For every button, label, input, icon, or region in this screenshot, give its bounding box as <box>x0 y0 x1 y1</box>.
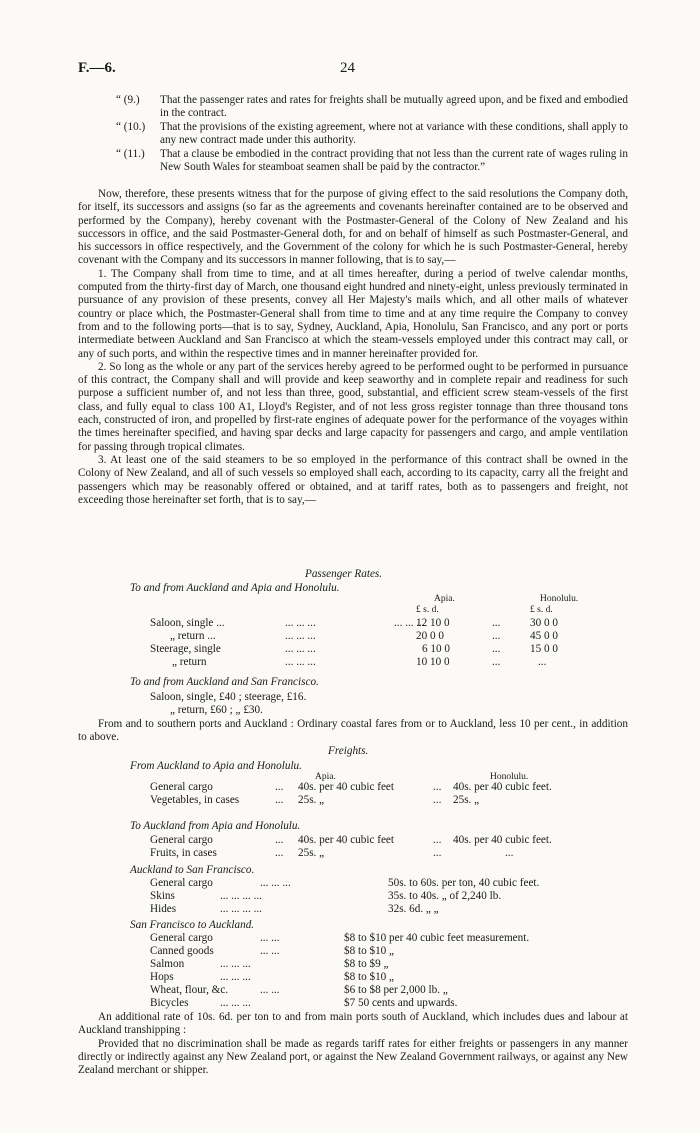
paragraph-2: 2. So long as the whole or any part of the services hereby agreed to be performed ought to be performed in pursuance of this contract, the Company shall and will provide and keep seaworthy and in complete repair and readiness for such purpose a sufficient number of, and not less than three, good, substantial, and efficient screw steam-vessels of the first class, and fully equal to class 100 A1, Lloyd's Register, and of not less gross register tonnage than three thousand tons each, constructed of iron, and propelled by first-rate engines of adequate power for the performance of the voyages within the times hereinafter specified, and having spar decks and large capacity for passengers and cargo, and ample ventilation for passing through tropical climates. <box>78 360 628 453</box>
lsd-header-apia: £ s. d. <box>416 605 439 615</box>
clause-text: That the passenger rates and rates for freights shall be mutually agreed upon, and be fixed and embodied in the contract. <box>160 94 628 120</box>
main-paragraphs <box>78 188 628 507</box>
provided-paragraph: Provided that no discrimination shall be made as regards tariff rates for either freights or passengers in any manner directly or indirectly against any New Zealand port, or against the New Zealand Government railways, or against any New Zealand merchant or shipper. <box>78 1037 628 1077</box>
column-header-honolulu: Honolulu. <box>490 772 529 782</box>
clause-text: That the provisions of the existing agreement, where not at variance with these conditions, shall apply to any new contract made under this authority. <box>160 121 628 147</box>
clause-number: “ (9.) <box>116 94 140 106</box>
freights-section-sf-to-auckland: San Francisco to Auckland. <box>130 919 255 931</box>
clause-number: “ (11.) <box>116 148 145 160</box>
additional-rate-paragraph: An additional rate of 10s. 6d. per ton to and from main ports south of Auckland, which includes dues and labour at Auckland transhipping : <box>78 1011 628 1037</box>
passenger-rates-subtitle-san-francisco: To and from Auckland and San Francisco. <box>130 676 319 688</box>
document-reference: F.—6. <box>78 60 116 76</box>
sf-return-line: „ return, £60 ; „ £30. <box>170 704 263 716</box>
passenger-rates-table: Apia. Honolulu. £ s. d. £ s. d. Saloon, single ... ... ... ... ... ... ... 12 10 0 ... 30 0 0 „ return ... ... ... ... 20 0 0 ... 45 0 0 Steerage, single ... ... ... 6 10 0 ... 15 0 0 „ return ... ... ... 10 10 0 ... ... <box>150 594 579 668</box>
paragraph-now-therefore: Now, therefore, these presents witness that for the purpose of giving effect to the said resolutions the Company doth, for itself, its successors and assigns (so far as the agreements and covenants hereinafter contained are to be observed and performed by the Company), hereby covenant with the Postmaster-General of the Colony of New Zealand and his successors in office, and the said Postmaster-General doth, for and on behalf of himself as such Postmaster-General, and his successors in office respectively, and the Government of the colony for which he is such Postmaster-General, hereby covenant with the Company and its successors in manner following, that is to say,— <box>78 188 628 267</box>
freights-section-auckland-to-apia: From Auckland to Apia and Honolulu. <box>130 760 302 772</box>
passenger-rates-title: Passenger Rates. <box>305 568 383 580</box>
clause-text: That a clause be embodied in the contract providing that not less than the current rate of wages ruling in New South Wales for steamboat seamen shall be paid by the contractor.” <box>160 148 628 174</box>
freights-table-2: General cargo ... 40s. per 40 cubic feet ... 40s. per 40 cubic feet. Fruits, in cases ... 25s. „ ... ... <box>150 834 552 859</box>
freights-table-1: Apia. Honolulu. General cargo ... 40s. per 40 cubic feet ... 40s. per 40 cubic feet. Vegetables, in cases ... 25s. „ ... 25s. „ <box>150 772 552 806</box>
paragraph-1: 1. The Company shall from time to time, and at all times hereafter, during a period of twelve calendar months, computed from the thirty-first day of March, one thousand eight hundred and ninety-eight, unless previously terminated in pursuance of any provision of these presents, convey all Her Majesty's mails which, and all other mails of whatever country or place which, the Postmaster-General shall from time to time and at any time require the Company to convey from and to the following ports—that is to say, Sydney, Auckland, Apia, Honolulu, San Francisco, and any port or ports intermediate between Auckland and San Francisco at which the steam-vessels employed under this contract may call, or any of such ports, and within the respective times and in manner hereinafter provided for. <box>78 267 628 360</box>
clause-9 <box>108 94 628 121</box>
sf-saloon-single-line: Saloon, single, £40 ; steerage, £16. <box>150 691 307 703</box>
paragraph-3: 3. At least one of the said steamers to be so employed in the performance of this contract shall be owned in the Colony of New Zealand, and all of such vessels so employed shall each, according to its capacity, carry all the freight and passengers which may be reasonably offered or obtained, and at tariff rates, both as to passengers and freight, not exceeding those hereinafter set forth, that is to say,— <box>78 453 628 506</box>
freights-title: Freights. <box>328 745 369 757</box>
column-header-honolulu: Honolulu. <box>540 594 579 604</box>
clause-10 <box>108 121 628 148</box>
page-number: 24 <box>340 60 355 76</box>
freights-table-3: General cargo ... ... ... 50s. to 60s. per ton, 40 cubic feet. Skins ... ... ... ... 35s. to 40s. „ of 2,240 lb. Hides ... ... ... ... 32s. 6d. „ „ <box>150 877 540 915</box>
column-header-apia: Apia. <box>434 594 455 604</box>
passenger-rates-subtitle-apia-honolulu: To and from Auckland and Apia and Honolulu. <box>130 582 340 594</box>
column-header-apia: Apia. <box>315 772 336 782</box>
lsd-header-honolulu: £ s. d. <box>530 605 553 615</box>
clause-number: “ (10.) <box>116 121 146 133</box>
closing-paragraphs <box>78 1011 628 1077</box>
freights-section-auckland-to-sf: Auckland to San Francisco. <box>130 864 255 876</box>
freights-table-4: General cargo ... ... $8 to $10 per 40 cubic feet measurement. Canned goods ... ... $8 to $10 „ Salmon ... ... ... $8 to $9 „ Hops ... ... ... $8 to $10 „ Wheat, flour, &c. ... ... $6 to $8 per 2,000 lb. „ Bicycles ... ... ... $7 50 cents and upwards. <box>150 932 530 1009</box>
clause-11 <box>108 148 628 175</box>
freights-section-to-auckland: To Auckland from Apia and Honolulu. <box>130 820 301 832</box>
southern-ports-paragraph: From and to southern ports and Auckland : Ordinary coastal fares from or to Auckland, less 10 per cent., in addition to above. <box>78 718 628 744</box>
